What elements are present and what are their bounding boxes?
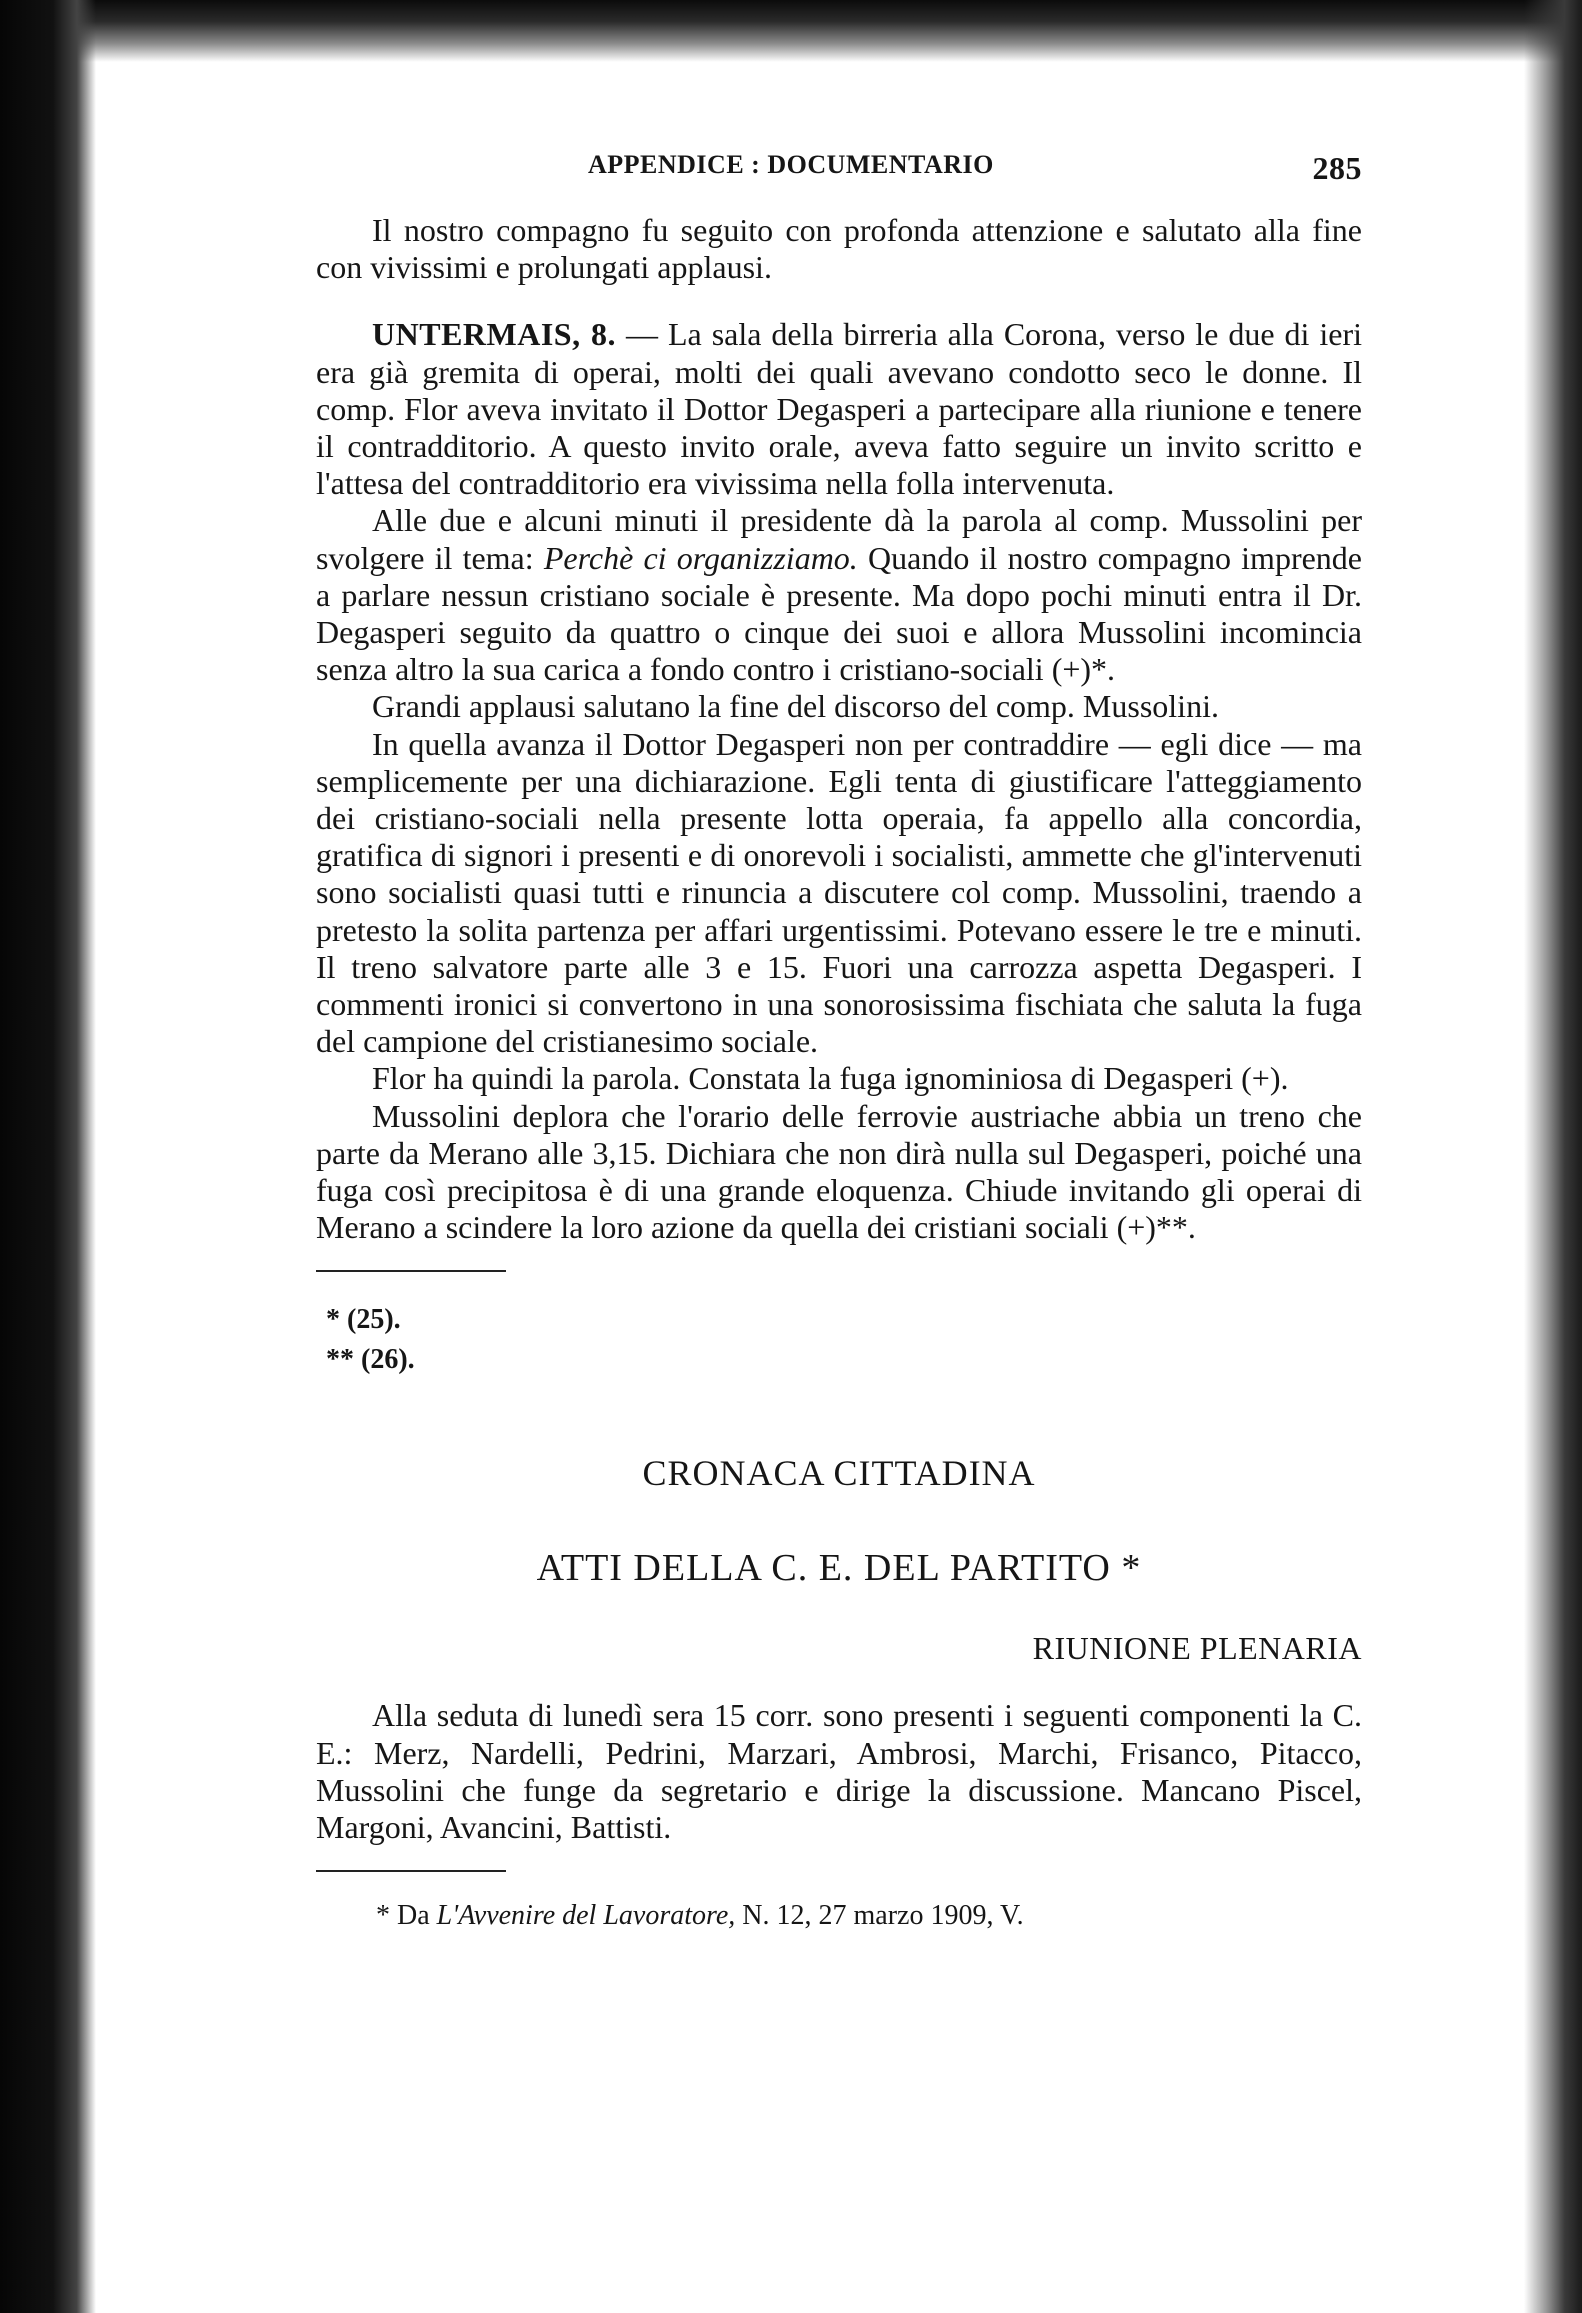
running-head-title: APPENDICE : DOCUMENTARIO [588,150,994,179]
paragraph-3 [316,502,1362,688]
source-divider [316,1870,506,1872]
running-head [316,150,1362,194]
paragraph-7: Mussolini deplora che l'orario delle ferrovie austriache abbia un treno che parte da Merano alle 3,15. Dichiara che non dirà nulla sul Degasperi, poiché una fuga così precipitosa è di una grande eloquenza. Chiude invitando gli operai di Merano a scindere la loro azione da quella dei cristiani sociali (+)**. [316,1097,1362,1246]
footnote-1: * (25). [326,1304,401,1336]
report-text [316,212,1362,1246]
paragraph-1: Il nostro compagno fu seguito con profonda attenzione e salutato alla fine con vivissimi e prolungati applausi. [316,212,1362,286]
section-heading: RIUNIONE PLENARIA [1032,1630,1362,1667]
paragraph-3-text-b: Quando il nostro compagno imprende a parlare nessun cristiano sociale è presente. Ma dopo pochi minuti entra il Dr. Degasperi seguito da quattro o cinque dei suoi e allora Mussolini incomincia senza altro la sua carica a fondo contro i cristiano-sociali (+)*. [316,539,1363,688]
page-number: 285 [1312,150,1362,186]
paragraph-5: In quella avanza il Dottor Degasperi non per contraddire — egli dice — ma semplicemente per una dichiarazione. Egli tenta di giustificare l'atteggiamento dei cristiano-sociali nella presente lotta operaia, fa appello alla concordia, gratifica di signori i presenti e di onorevoli i socialisti, ammette che gl'intervenuti sono socialisti quasi tutti e rinuncia a discutere col comp. Mussolini, traendo a pretesto la solita partenza per affari urgentissimi. Potevano essere le tre e minuti. Il treno salvatore parte alle 3 e 15. Fuori una carrozza aspetta Degasperi. I commenti ironici si convertono in una sonorosissima fischiata che saluta la fuga del campione del cristianesimo sociale. [316,725,1362,1060]
source-prefix: * Da [376,1900,437,1932]
paragraph-3-text-a: Alle due e alcuni minuti il presidente dà la parola al comp. Mussolini per svolgere il tema: [316,502,1362,576]
dateline: UNTERMAIS, 8. [372,316,617,353]
paragraph-4: Grandi applausi salutano la fine del discorso del comp. Mussolini. [372,688,1219,725]
scan-left-edge [0,0,96,2313]
section-subtitle: ATTI DELLA C. E. DEL PARTITO * [536,1547,1142,1590]
section-title: CRONACA CITTADINA [642,1453,1036,1494]
section-paragraph: Alla seduta di lunedì sera 15 corr. sono presenti i seguenti componenti la C. E.: Merz, Nardelli, Pedrini, Marzari, Ambrosi, Marchi, Frisanco, Pitacco, Mussolini che funge da segretario e dirige la discussione. Mancano Piscel, Margoni, Avancini, Battisti. [316,1697,1362,1846]
paragraph-2-text: — La sala della birreria alla Corona, verso le due di ieri era già gremita di operai, molti dei quali avevano condotto seco le donne. Il comp. Flor aveva invitato il Dottor Degasperi a partecipare alla riunione e tenere il contradditorio. A questo invito orale, aveva fatto seguire un invito scritto e l'attesa del contradditorio era vivissima nella folla intervenuta. [316,316,1363,502]
footnotes [316,1300,1362,1380]
scan-top-edge [0,0,1582,62]
paragraph-6: Flor ha quindi la parola. Constata la fuga ignominiosa di Degasperi (+). [372,1060,1289,1097]
section-text [316,1697,1362,1846]
footnote-divider [316,1270,506,1272]
scan-right-edge [1524,0,1582,2313]
speech-title: Perchè ci organizziamo. [543,539,858,576]
book-page [316,150,1362,1932]
source-note [316,1900,1362,1932]
paragraph-2 [316,316,1362,502]
source-suffix: N. 12, 27 marzo 1909, V. [735,1900,1024,1932]
source-publication: L'Avvenire del Lavoratore, [436,1900,736,1932]
footnote-2: ** (26). [326,1344,415,1376]
